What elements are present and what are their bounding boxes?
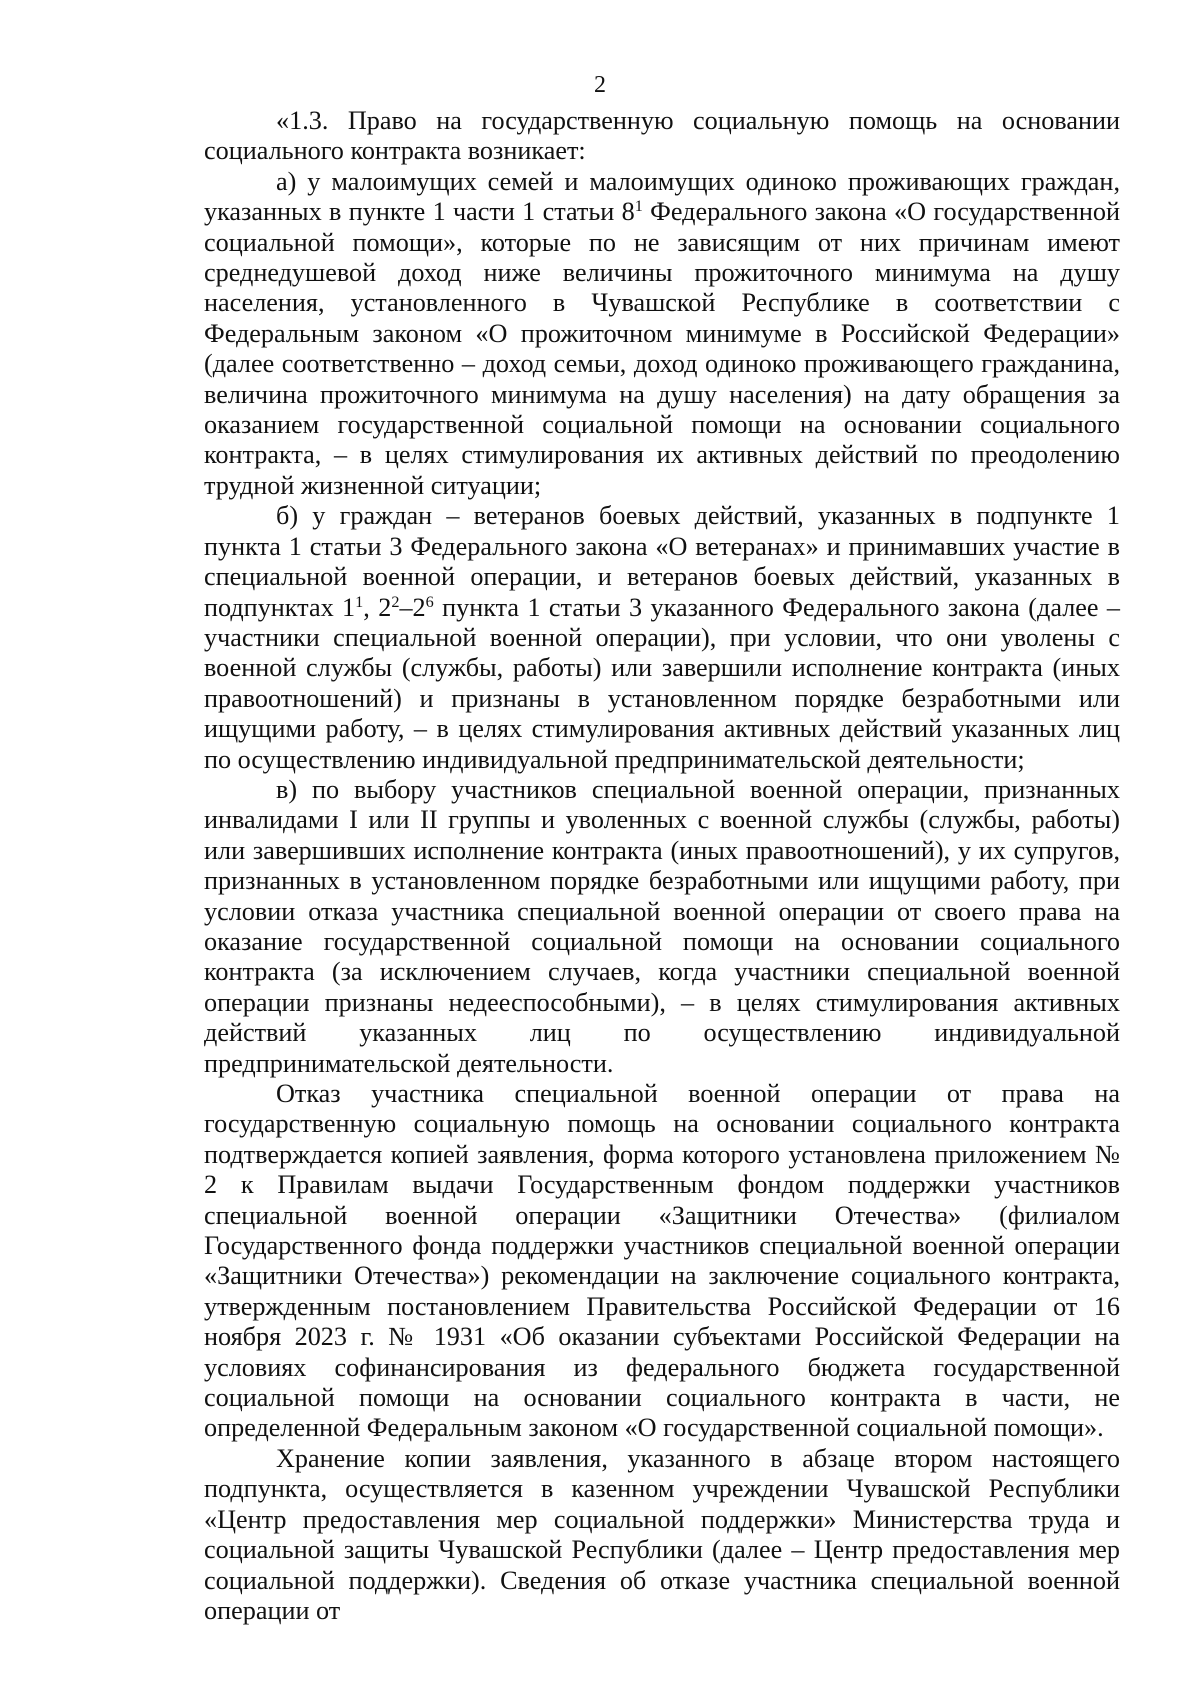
paragraph-item-b-text-3: –2 <box>399 592 426 622</box>
paragraph-item-b-text-1: б) у граждан – ветеранов боевых действий, указанных в подпункте 1 пункта 1 статьи 3 Федерального закона «О ветеранах» и принимавших участие в специальной военной операции, и ветеранов боевых действий, указанных в подпунктах 1 <box>204 501 1120 622</box>
paragraph-item-b-text-4: пункта 1 статьи 3 указанного Федерального закона (далее – участники специальной военной операции), при условии, что они уволены с военной службы (службы, работы) или завершили исполнение контракта (иных правоотношений) и признаны в установленном порядке безработными или ищущими работу, – в целях стимулирования активных действий указанных лиц по осуществлению индивидуальной предпринимательской деятельности; <box>204 592 1121 774</box>
paragraph-item-v: в) по выбору участников специальной военной операции, признанных инвалидами I или II группы и уволенных с военной службы (службы, работы) или завершивших исполнение контракта (иных правоотношений), у их супругов, признанных в установленном порядке безработными или ищущими работу, при условии отказа участника специальной военной операции от своего права на оказание государственной социальной помощи на основании социального контракта (за исключением случаев, когда участники специальной военной операции признаны недееспособными), – в целях стимулирования активных действий указанных лиц по осуществлению индивидуальной предпринимательской деятельности. <box>204 774 1120 1078</box>
paragraph-item-a <box>204 167 1120 501</box>
superscript: 1 <box>634 197 643 216</box>
paragraph-item-b-text-2: , 2 <box>363 592 392 622</box>
paragraph-item-a-text-2: Федерального закона «О государственной социальной помощи», которые по не зависящим от них причинам имеют среднедушевой доход ниже величины прожиточного минимума на душу населения, установленного в Чувашской Республике в соответствии с Федеральным законом «О прожиточном минимуме в Российской Федерации» (далее соответственно – доход семьи, доход одиноко проживающего гражданина, величина прожиточного минимума на душу населения) на дату обращения за оказанием государственной социальной помощи на основании социального контракта, – в целях стимулирования их активных действий по преодолению трудной жизненной ситуации; <box>204 197 1120 500</box>
paragraph-item-b <box>204 501 1120 775</box>
superscript: 1 <box>355 592 364 611</box>
paragraph-refusal: Отказ участника специальной военной операции от права на государственную социальную помощь на основании социального контракта подтверждается копией заявления, форма которого установлена приложением № 2 к Правилам выдачи Государственным фондом поддержки участников специальной военной операции «Защитники Отечества» (филиалом Государственного фонда поддержки участников специальной военной операции «Защитники Отечества») рекомендации на заключение социального контракта, утвержденным постановлением Правительства Российской Федерации от 16 ноября 2023 г. № 1931 «Об оказании субъектами Российской Федерации на условиях софинансирования из федерального бюджета государственной социальной помощи на основании социального контракта в части, не определенной Федеральным законом «О государственной социальной помощи». <box>204 1079 1120 1443</box>
paragraph-storage: Хранение копии заявления, указанного в абзаце втором настоящего подпункта, осуществляется в казенном учреждении Чувашской Республики «Центр предоставления мер социальной поддержки» Министерства труда и социальной защиты Чувашской Республики (далее – Центр предоставления мер социальной поддержки). Сведения об отказе участника специальной военной операции от <box>204 1443 1120 1625</box>
page-number: 2 <box>594 72 606 98</box>
document-body <box>204 106 1120 1626</box>
superscript: 2 <box>391 592 400 611</box>
paragraph-item-a-text-1: а) у малоимущих семей и малоимущих одиноко проживающих граждан, указанных в пункте 1 части 1 статьи 8 <box>204 166 1120 227</box>
paragraph-1-3-intro: «1.3. Право на государственную социальную помощь на основании социального контракта возникает: <box>204 106 1120 166</box>
superscript: 6 <box>425 592 434 611</box>
